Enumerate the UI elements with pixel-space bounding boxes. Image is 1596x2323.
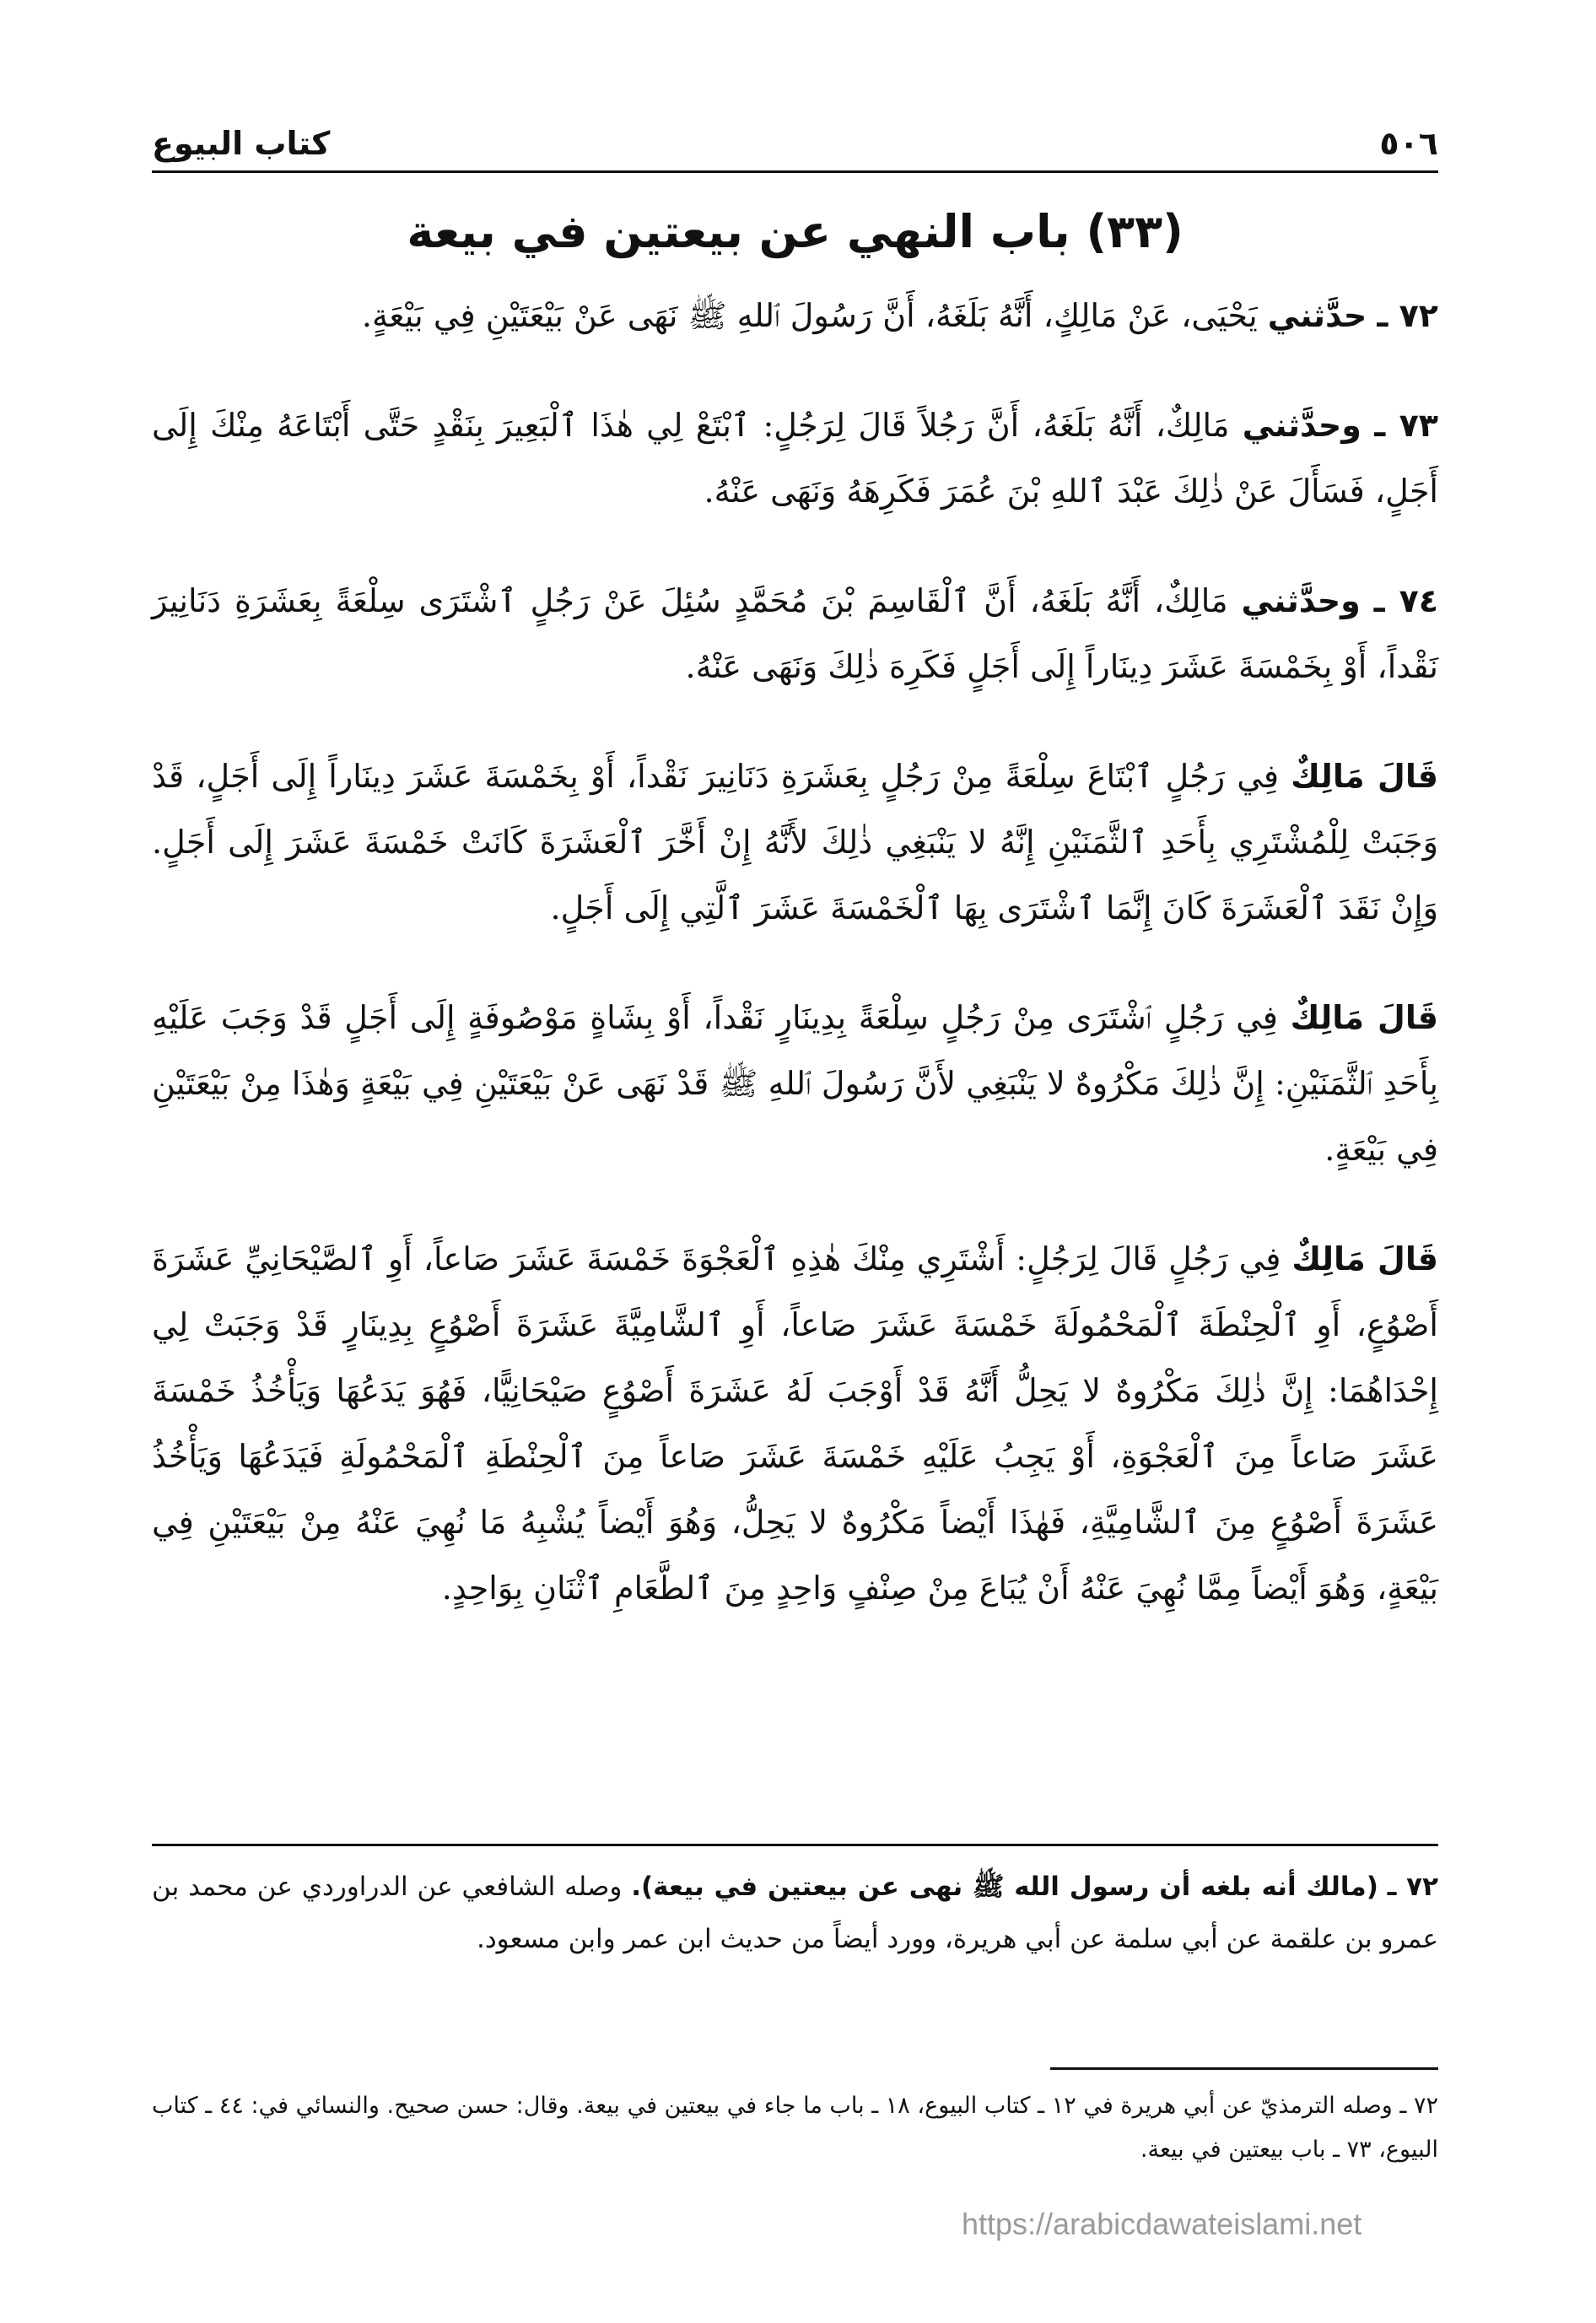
hadith-73 xyxy=(152,392,1438,524)
commentary-text: وصله الشافعي عن الدراوردي عن محمد بن عمرو بن علقمة عن أبي سلمة عن أبي هريرة، وورد أيضاً من حديث ابن عمر وابن مسعود. xyxy=(152,1872,1438,1954)
ruling-lead: قَالَ مَالِكٌ xyxy=(1291,1240,1438,1278)
hadith-lead: وحدَّثني xyxy=(1241,582,1361,619)
ruling-lead: قَالَ مَالِكٌ xyxy=(1291,758,1438,795)
ruling-text: فِي رَجُلٍ قَالَ لِرَجُلٍ: أَشْتَرِي مِنْكَ هٰذِهِ ٱلْعَجْوَةَ خَمْسَةَ عَشَرَ صَاعاً، أَوِ ٱلصَّيْحَانِيِّ عَشَرَةَ أَصْوُعٍ، أَوِ ٱلْحِنْطَةَ ٱلْمَحْمُولَةَ خَمْسَةَ عَشَرَ صَاعاً، أَوِ ٱلشَّامِيَّةَ عَشَرَةَ أَصْوُعٍ بِدِينَارٍ قَدْ وَجَبَتْ لِي إِحْدَاهُمَا: إِنَّ ذٰلِكَ مَكْرُوهٌ لا يَحِلُّ أَنَّهُ قَدْ أَوْجَبَ لَهُ عَشَرَةَ أَصْوُعٍ صَيْحَانِيًّا، فَهُوَ يَدَعُهَا وَيَأْخُذُ خَمْسَةَ عَشَرَ صَاعاً مِنَ ٱلْعَجْوَةِ، أَوْ يَجِبُ عَلَيْهِ خَمْسَةَ عَشَرَ صَاعاً مِنَ ٱلْحِنْطَةِ ٱلْمَحْمُولَةِ فَيَدَعُهَا وَيَأْخُذُ عَشَرَةَ أَصْوُعٍ مِنَ ٱلشَّامِيَّةِ، فَهٰذَا أَيْضاً مَكْرُوهٌ لا يَحِلُّ، وَهُوَ أَيْضاً يُشْبِهُ مَا نُهِيَ عَنْهُ مِنْ بَيْعَتَيْنِ فِي بَيْعَةٍ، وَهُوَ أَيْضاً مِمَّا نُهِيَ عَنْهُ أَنْ يُبَاعَ مِنْ صِنْفٍ وَاحِدٍ مِنَ ٱلطَّعَامِ ٱثْنَانِ بِوَاحِدٍ. xyxy=(152,1240,1438,1607)
footnote-divider xyxy=(1050,2067,1438,2070)
hadith-74 xyxy=(152,568,1438,700)
commentary-quote: (مالك أنه بلغه أن رسول الله ﷺ نهى عن بيعتين في بيعة). xyxy=(631,1872,1378,1902)
ruling-lead: قَالَ مَالِكٌ xyxy=(1290,999,1438,1036)
hadith-lead: وحدَّثني xyxy=(1242,407,1361,444)
hadith-number: ٧٢ ـ xyxy=(1377,297,1438,334)
chapter-title: (٣٣) باب النهي عن بيعتين في بيعة xyxy=(407,205,1184,258)
main-text xyxy=(152,283,1438,1665)
malik-ruling-2 xyxy=(152,985,1438,1182)
malik-ruling-3 xyxy=(152,1226,1438,1621)
book-title: كتاب البيوع xyxy=(152,125,331,162)
hadith-72 xyxy=(152,283,1438,348)
hadith-text: مَالِكٌ، أَنَّهُ بَلَغَهُ، أَنَّ رَجُلاً قَالَ لِرَجُلٍ: ٱبْتَعْ لِي هٰذَا ٱلْبَعِيرَ بِنَقْدٍ حَتَّى أَبْتَاعَهُ مِنْكَ إِلَى أَجَلٍ، فَسَأَلَ عَنْ ذٰلِكَ عَبْدَ ٱللهِ بْنَ عُمَرَ فَكَرِهَهُ وَنَهَى عَنْهُ. xyxy=(152,407,1438,510)
commentary xyxy=(152,1861,1438,1965)
commentary-number: ٧٢ ـ xyxy=(1387,1872,1439,1902)
page-number: ٥٠٦ xyxy=(1379,125,1438,162)
ruling-text: فِي رَجُلٍ ٱشْتَرَى مِنْ رَجُلٍ سِلْعَةً بِدِينَارٍ نَقْداً، أَوْ بِشَاةٍ مَوْصُوفَةٍ إِلَى أَجَلٍ قَدْ وَجَبَ عَلَيْهِ بِأَحَدِ ٱلثَّمَنَيْنِ: إِنَّ ذٰلِكَ مَكْرُوهٌ لا يَنْبَغِي لأَنَّ رَسُولَ ٱللهِ ﷺ قَدْ نَهَى عَنْ بَيْعَتَيْنِ فِي بَيْعَةٍ وَهٰذَا مِنْ بَيْعَتَيْنِ فِي بَيْعَةٍ. xyxy=(152,999,1438,1168)
ruling-text: فِي رَجُلٍ ٱبْتَاعَ سِلْعَةً مِنْ رَجُلٍ بِعَشَرَةِ دَنَانِيرَ نَقْداً، أَوْ بِخَمْسَةَ عَشَرَ دِينَاراً إِلَى أَجَلٍ، قَدْ وَجَبَتْ لِلْمُشْتَرِي بِأَحَدِ ٱلثَّمَنَيْنِ إِنَّهُ لا يَنْبَغِي ذٰلِكَ لأَنَّهُ إِنْ أَخَّرَ ٱلْعَشَرَةَ كَانَتْ خَمْسَةَ عَشَرَ إِلَى أَجَلٍ. وَإِنْ نَقَدَ ٱلْعَشَرَةَ كَانَ إِنَّمَا ٱشْتَرَى بِهَا ٱلْخَمْسَةَ عَشَرَ ٱلَّتِي إِلَى أَجَلٍ. xyxy=(152,758,1438,926)
book-page xyxy=(152,101,1438,2261)
hadith-text: يَحْيَى، عَنْ مَالِكٍ، أَنَّهُ بَلَغَهُ، أَنَّ رَسُولَ ٱللهِ ﷺ نَهَى عَنْ بَيْعَتَيْنِ فِي بَيْعَةٍ. xyxy=(361,297,1258,334)
hadith-number: ٧٣ ـ xyxy=(1374,407,1438,444)
hadith-lead: حدَّثني xyxy=(1267,297,1367,334)
hadith-text: مَالِكٌ، أَنَّهُ بَلَغَهُ، أَنَّ ٱلْقَاسِمَ بْنَ مُحَمَّدٍ سُئِلَ عَنْ رَجُلٍ ٱشْتَرَى سِلْعَةً بِعَشَرَةِ دَنَانِيرَ نَقْداً، أَوْ بِخَمْسَةَ عَشَرَ دِينَاراً إِلَى أَجَلٍ فَكَرِهَ ذٰلِكَ وَنَهَى عَنْهُ. xyxy=(152,582,1438,685)
page-header xyxy=(152,101,1438,173)
footnote: ٧٢ ـ وصله الترمذيّ عن أبي هريرة في ١٢ ـ كتاب البيوع، ١٨ ـ باب ما جاء في بيعتين في بيعة. وقال: حسن صحيح. والنسائي في: ٤٤ ـ كتاب البيوع، ٧٣ ـ باب بيعتين في بيعة. xyxy=(152,2093,1438,2163)
hadith-number: ٧٤ ـ xyxy=(1373,582,1439,619)
malik-ruling-1 xyxy=(152,743,1438,941)
watermark: https://arabicdawateislami.net xyxy=(962,2207,1362,2241)
section-divider xyxy=(152,1844,1438,1846)
